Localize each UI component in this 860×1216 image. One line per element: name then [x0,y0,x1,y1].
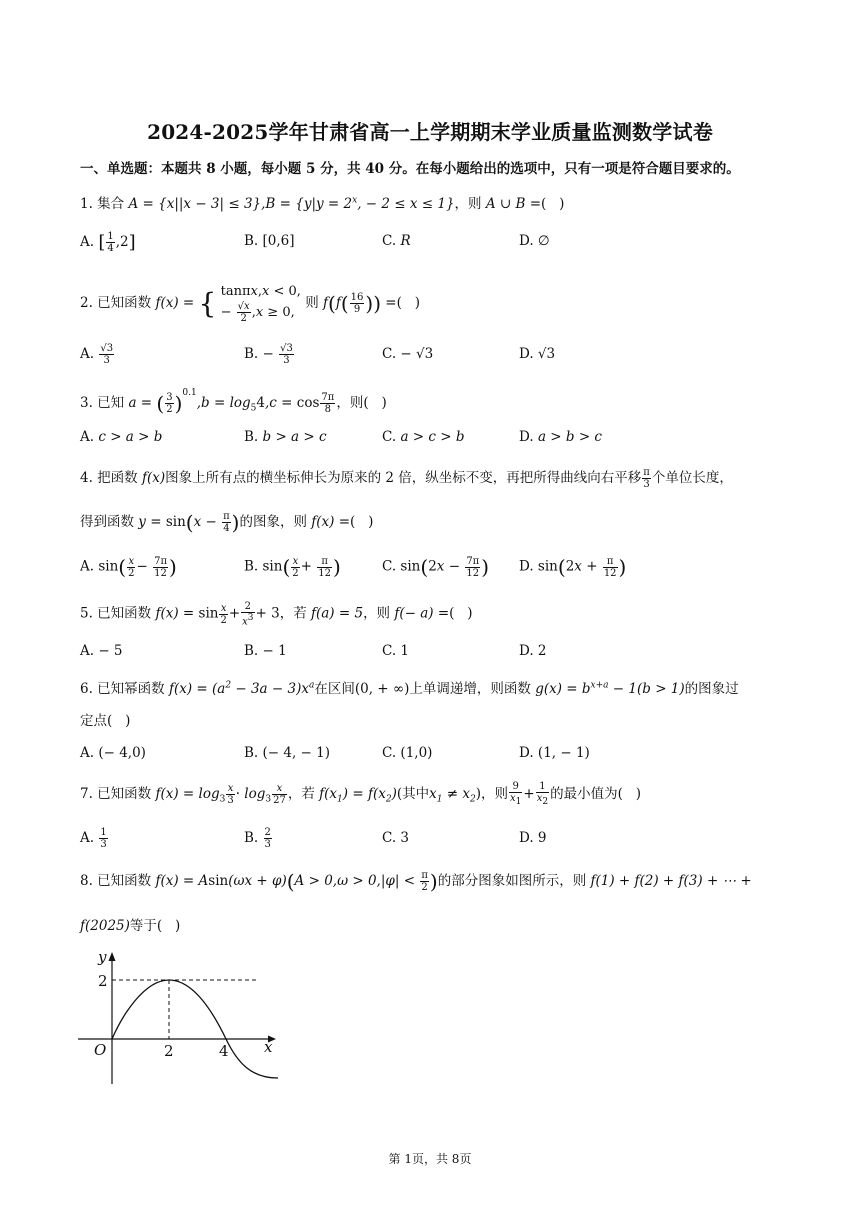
q4-option-d: D. sin(2x + $\frac{\pi}{12}$ ) [519,555,627,579]
q7-option-d: D. 9 [519,830,547,846]
question-7: 7. 已知函数 $f(x) = \log_3$ $\frac{x}{3}$ · $\log_3$ $\frac{x}{27}$ ，若 $f(x_1) = f(x_2)$(其中$x_1 \ne x_2$)，则 $\frac{9}{x_1}$ + $\frac{1}{x_2}$ 的最小值为( ) [80,781,641,807]
question-6: 6. 已知幂函数 $f(x) = (a^2 - 3a - 3)x^a$在区间(0, + ∞)上单调递增，则函数 $g(x) = b^{x+a} - 1(b > 1)$的图象过 [80,680,739,697]
q2-option-d: D. √3 [519,346,556,362]
q6-option-a: A. (− 4,0) [80,745,146,761]
question-6-line2: 定点( ) [80,713,131,729]
q1-option-c: C. R [382,233,411,249]
page-title: 2024-2025学年甘肃省高一上学期期末学业质量监测数学试卷 [147,120,713,144]
q6-option-c: C. (1,0) [382,745,433,761]
q5-option-a: A. − 5 [80,643,123,659]
q1-option-d: D. ∅ [519,233,550,249]
y-axis-arrow [109,952,116,961]
q3-option-c: C. a > c > b [382,429,465,445]
question-8-line2: f(2025)等于( ) [80,918,181,934]
q3-option-b: B. b > a > c [244,429,327,445]
q7-option-b: B. $\frac{2}{3}$ [244,827,271,850]
q6-option-d: D. (1, − 1) [519,745,590,761]
q7-option-c: C. 3 [382,830,410,846]
q2-option-b: B. − $\frac{√3}{3}$ [244,343,293,366]
y-label: y [98,948,107,966]
q3-option-a: A. c > a > b [80,429,163,445]
question-5: 5. 已知函数 f(x) = sin $\frac{x}{2}$ + $\frac{2}{x^3}$ + 3，若 f(a) = 5，则 f(− a) =( ) [80,601,473,628]
q3-option-d: D. a > b > c [519,429,602,445]
tick-2y: 2 [98,972,108,990]
question-3: 3. 已知 a = ( $\frac{3}{2}$ )$^{0.1},b = \log_54,c = \cos$ $\frac{7\pi}{8}$ ，则( ) [80,388,387,416]
tick-2x: 2 [164,1042,174,1060]
q6-option-b: B. (− 4, − 1) [244,745,331,761]
tick-4x: 4 [219,1042,229,1060]
q2-option-a: A. $\frac{√3}{3}$ [80,343,114,366]
q5-option-b: B. − 1 [244,643,287,659]
q1-option-b: B. [0,6] [244,233,295,249]
q1-option-a: A. [ $\frac{1}{4}$ ,2] [80,231,136,254]
question-4: 4. 把函数 f(x)图象上所有点的横坐标伸长为原来的 2 倍，纵坐标不变，再把所得曲线向右平移 $\frac{\pi}{3}$ 个单位长度， [80,467,733,490]
question-8: 8. 已知函数 f(x) = Asin(ωx + φ)(A > 0,ω > 0,|φ| < $\frac{\pi}{2}$ )的部分图象如图所示，则 f(1) + f(2) + f(3) + ⋯ + [80,869,752,894]
q4-option-a: A. sin( $\frac{x}{2}$ − $\frac{7\pi}{12}$ ) [80,555,177,579]
q5-option-d: D. 2 [519,643,547,659]
origin-label: O [94,1041,107,1059]
question-2: 2. 已知函数 f(x) = { tanπx,x < 0, − $\frac{√x}{2}$ ,x ≥ 0, 则 f(f( $\frac{16}{9}$ )) =( ) [80,284,421,324]
q7-option-a: A. $\frac{1}{3}$ [80,827,107,850]
question-1: 1. 集合 $A = \{x||x - 3| \le 3\},B = \{y|y = 2^x$, − 2 ≤ x ≤ 1}，则 A ∪ B =( ) [80,195,565,212]
q5-option-c: C. 1 [382,643,410,659]
page-footer: 第 1页，共 8页 [388,1152,472,1166]
section-heading: 一、单选题：本题共 8 小题，每小题 5 分，共 40 分。在每小题给出的选项中，只有一项是符合题目要求的。 [80,161,740,177]
sine-curve [112,980,278,1078]
q4-option-c: C. sin(2x − $\frac{7\pi}{12}$ ) [382,555,490,579]
question-4-line2: 得到函数 y = sin(x − $\frac{\pi}{4}$ )的图象，则 f(x) =( ) [80,510,374,535]
x-label: x [264,1038,273,1056]
q4-option-b: B. sin( $\frac{x}{2}$ + $\frac{\pi}{12}$ ) [244,555,341,579]
q2-option-c: C. − √3 [382,346,434,362]
sine-graph [74,944,284,1090]
